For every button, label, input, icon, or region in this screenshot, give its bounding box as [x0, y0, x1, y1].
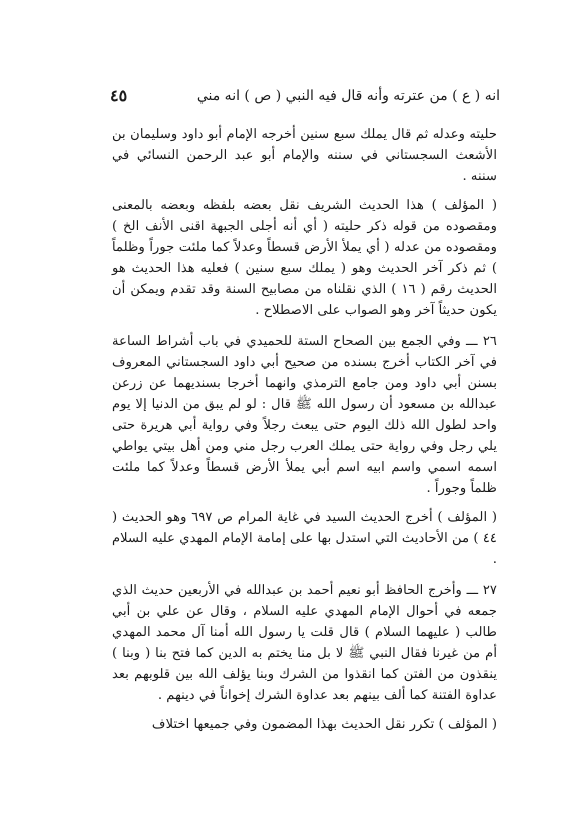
page-number: ٤٥: [110, 86, 128, 105]
paragraph-1: حليته وعدله ثم قال يملك سبع سنين أخرجه الإمام أبو داود وسليمان بن الأشعث السجستاني في سننه والإمام أبو عبد الرحمن النسائي في سننه .: [112, 127, 497, 184]
page-header: [110, 88, 500, 112]
paragraph-2: ( المؤلف ) هذا الحديث الشريف نقل بعضه بلفظه وبعضه بالمعنى ومقصوده من قوله ذكر حليته ( أي أنه أجلى الجبهة اقنى الأنف الخ ) ومقصوده من عدله ( أي يملأ الأرض قسطاً وعدلاً كما ملئت جوراً وظلماً ) ثم ذكر آخر الحديث وهو ( يملك سبع سنين ) فعليه هذا الحديث هو الحديث رقم ( ١٦ ) الذي نقلناه من مصابيح السنة وقد تقدم ويمكن أن يكون حديثاً آخر وهو الصواب على الاصطلاح .: [112, 198, 497, 318]
paragraph-4: ( المؤلف ) أخرج الحديث السيد في غاية المرام ص ٦٩٧ وهو الحديث ( ٤٤ ) من الأحاديث التي استدل بها على إمامة الإمام المهدي عليه السلام .: [112, 510, 497, 567]
paragraph-5: ٢٧ ـــ وأخرج الحافظ أبو نعيم أحمد بن عبدالله في الأربعين حديث الذي جمعه في أحوال الإمام المهدي عليه السلام ، وقال عن علي بن أبي طالب ( عليهما السلام ) قال قلت يا رسول الله أمنا آل محمد المهدي أم من غيرنا فقال النبي ﷺ لا بل منا يختم به الدين كما فتح بنا ( وبنا ) ينقذون من الفتن كما انقذوا من الشرك وبنا يؤلف الله بين قلوبهم بعد عداوة الفتنة كما ألف بينهم بعد عداوة الشرك إخواناً في دينهم .: [112, 583, 497, 703]
running-title: انه ( ع ) من عترته وأنه قال فيه النبي ( ص ) انه مني: [196, 88, 500, 104]
paragraph-3: ٢٦ ـــ وفي الجمع بين الصحاح الستة للحميدي في باب أشراط الساعة في آخر الكتاب أخرج بسنده من صحيح أبي داود السجستاني المعروف بسنن أبي داود ومن جامع الترمذي وانهما أخرجا بسنديهما عن زرعن عبدالله بن مسعود أن رسول الله ﷺ قال : لو لم يبق من الدنيا إلا يوم واحد لطول الله ذلك اليوم حتى يبعث رجلاً وفي رواية أبي هريرة حتى يلي رجل وفي رواية حتى يملك العرب رجل مني ومن أهل بيتي يواطي اسمه اسمي واسم ابيه اسم أبي يملأ الأرض قسطاً وعدلاً كما ملئت ظلماً وجوراً .: [112, 334, 497, 496]
page-body: [112, 124, 497, 735]
paragraph-6: ( المؤلف ) تكرر نقل الحديث بهذا المضمون وفي جميعها اختلاف: [151, 717, 497, 732]
